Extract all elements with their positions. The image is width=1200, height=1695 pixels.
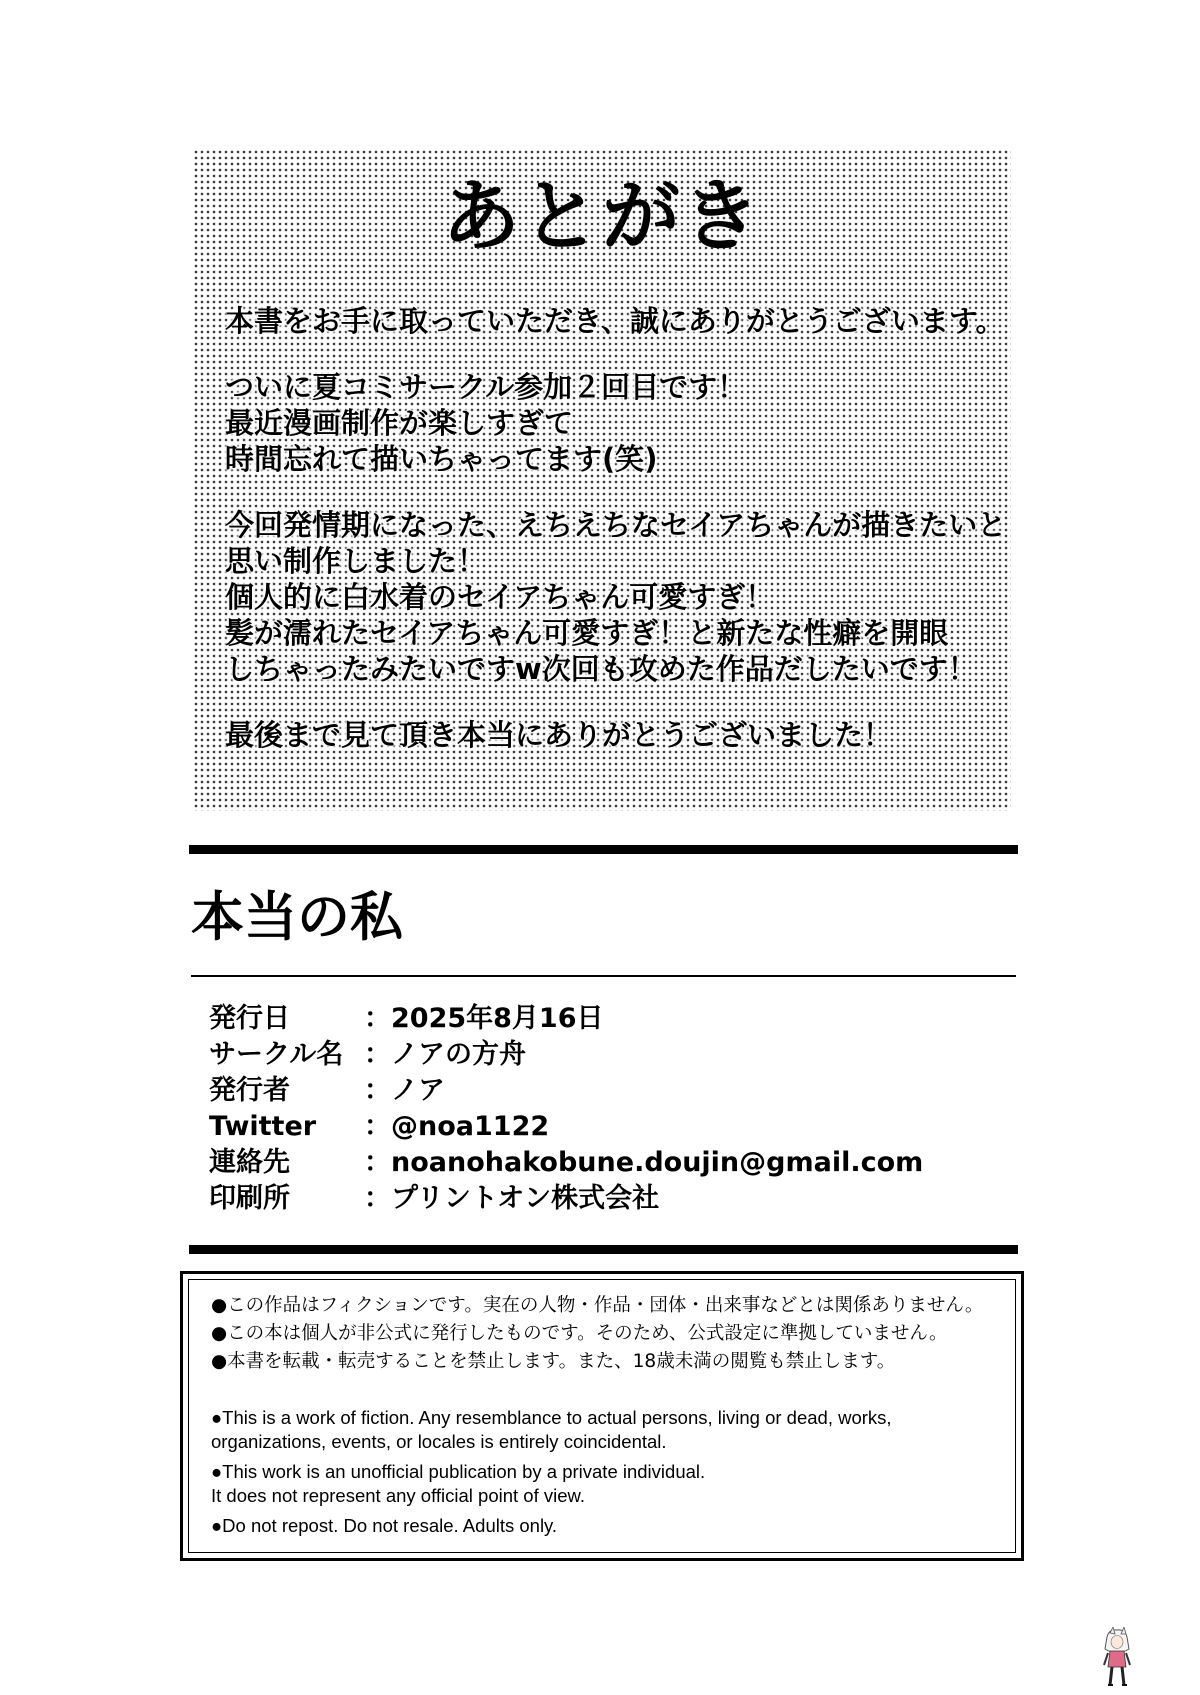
divider-thick-top <box>189 845 1018 854</box>
colophon-value: ：プリントオン株式会社 <box>364 1183 660 1214</box>
afterword-panel <box>193 149 1011 811</box>
afterword-line: 最近漫画制作が楽しすぎて <box>225 406 574 440</box>
colophon-row-circle <box>209 1037 923 1073</box>
disclaimer-inner <box>188 1279 1016 1553</box>
disclaimer-en-line: ●This is a work of fiction. Any resemblance to actual persons, living or dead, works, <box>211 1407 892 1428</box>
colophon-row-publisher <box>209 1073 923 1109</box>
colophon-label: 発行者 <box>209 1075 290 1106</box>
afterword-paragraph <box>225 507 1009 687</box>
colophon <box>209 1001 923 1217</box>
divider-thick-bottom <box>189 1245 1018 1254</box>
disclaimer-box <box>180 1271 1024 1561</box>
afterword-line: 時間忘れて描いちゃってます(笑) <box>225 442 658 476</box>
afterword-title: あとがき <box>441 171 762 262</box>
afterword-line: 髪が濡れたセイアちゃん可愛すぎ！と新たな性癖を開眼 <box>225 616 949 650</box>
disclaimer-en-item <box>211 1406 1015 1454</box>
colophon-label: 発行日 <box>209 1003 290 1034</box>
divider-thin <box>191 975 1016 977</box>
colophon-value: ：ノア <box>364 1075 445 1106</box>
afterword-line: しちゃったみたいですw次回も攻めた作品だしたいです！ <box>225 652 977 686</box>
colophon-label: 連絡先 <box>209 1147 290 1178</box>
colophon-label: 印刷所 <box>209 1183 290 1214</box>
afterword-paragraph <box>225 717 1009 753</box>
disclaimer-jp-line: ●本書を転載・転売することを禁止します。また、18歳未満の閲覧も禁止します。 <box>211 1351 896 1372</box>
colophon-row-twitter <box>209 1109 923 1145</box>
character-figure-illustration <box>1095 1627 1139 1689</box>
afterword-line: 最後まで見て頂き本当にありがとうございました！ <box>225 718 893 752</box>
disclaimer-en-block <box>211 1406 1015 1538</box>
colophon-label: サークル名 <box>209 1039 344 1070</box>
disclaimer-en-item <box>211 1460 1015 1508</box>
book-title: 本当の私 <box>191 887 403 948</box>
afterword-body <box>225 303 1009 783</box>
colophon-value: ：noanohakobune.doujin@gmail.com <box>364 1147 924 1178</box>
disclaimer-jp-line: ●この作品はフィクションです。実在の人物・作品・団体・出来事などとは関係ありません。 <box>211 1295 984 1316</box>
afterword-paragraph <box>225 303 1009 339</box>
disclaimer-jp-line: ●この本は個人が非公式に発行したものです。そのため、公式設定に準拠していません。 <box>211 1323 948 1344</box>
afterword-line: 個人的に白水着のセイアちゃん可愛すぎ！ <box>225 580 775 614</box>
afterword-line: 思い制作しました！ <box>225 544 487 578</box>
afterword-line: 本書をお手に取っていただき、誠にありがとうございます。 <box>225 304 1005 338</box>
disclaimer-en-line: It does not represent any official point of view. <box>211 1485 585 1506</box>
colophon-value: ：2025年8月16日 <box>364 1003 604 1034</box>
colophon-row-printer <box>209 1181 923 1217</box>
colophon-row-contact <box>209 1145 923 1181</box>
colophon-row-date <box>209 1001 923 1037</box>
disclaimer-en-line: ●This work is an unofficial publication by a private individual. <box>211 1461 706 1482</box>
afterword-line: 今回発情期になった、えちえちなセイアちゃんが描きたいと <box>225 508 1007 542</box>
disclaimer-en-item <box>211 1514 1015 1538</box>
afterword-paragraph <box>225 369 1009 477</box>
colophon-label: Twitter <box>209 1111 317 1142</box>
colophon-value: ：@noa1122 <box>364 1111 550 1142</box>
colophon-value: ：ノアの方舟 <box>364 1039 526 1070</box>
disclaimer-en-line: organizations, events, or locales is entirely coincidental. <box>211 1431 667 1452</box>
disclaimer-en-line: ●Do not repost. Do not resale. Adults only. <box>211 1515 558 1536</box>
afterword-line: ついに夏コミサークル参加２回目です！ <box>225 370 747 404</box>
